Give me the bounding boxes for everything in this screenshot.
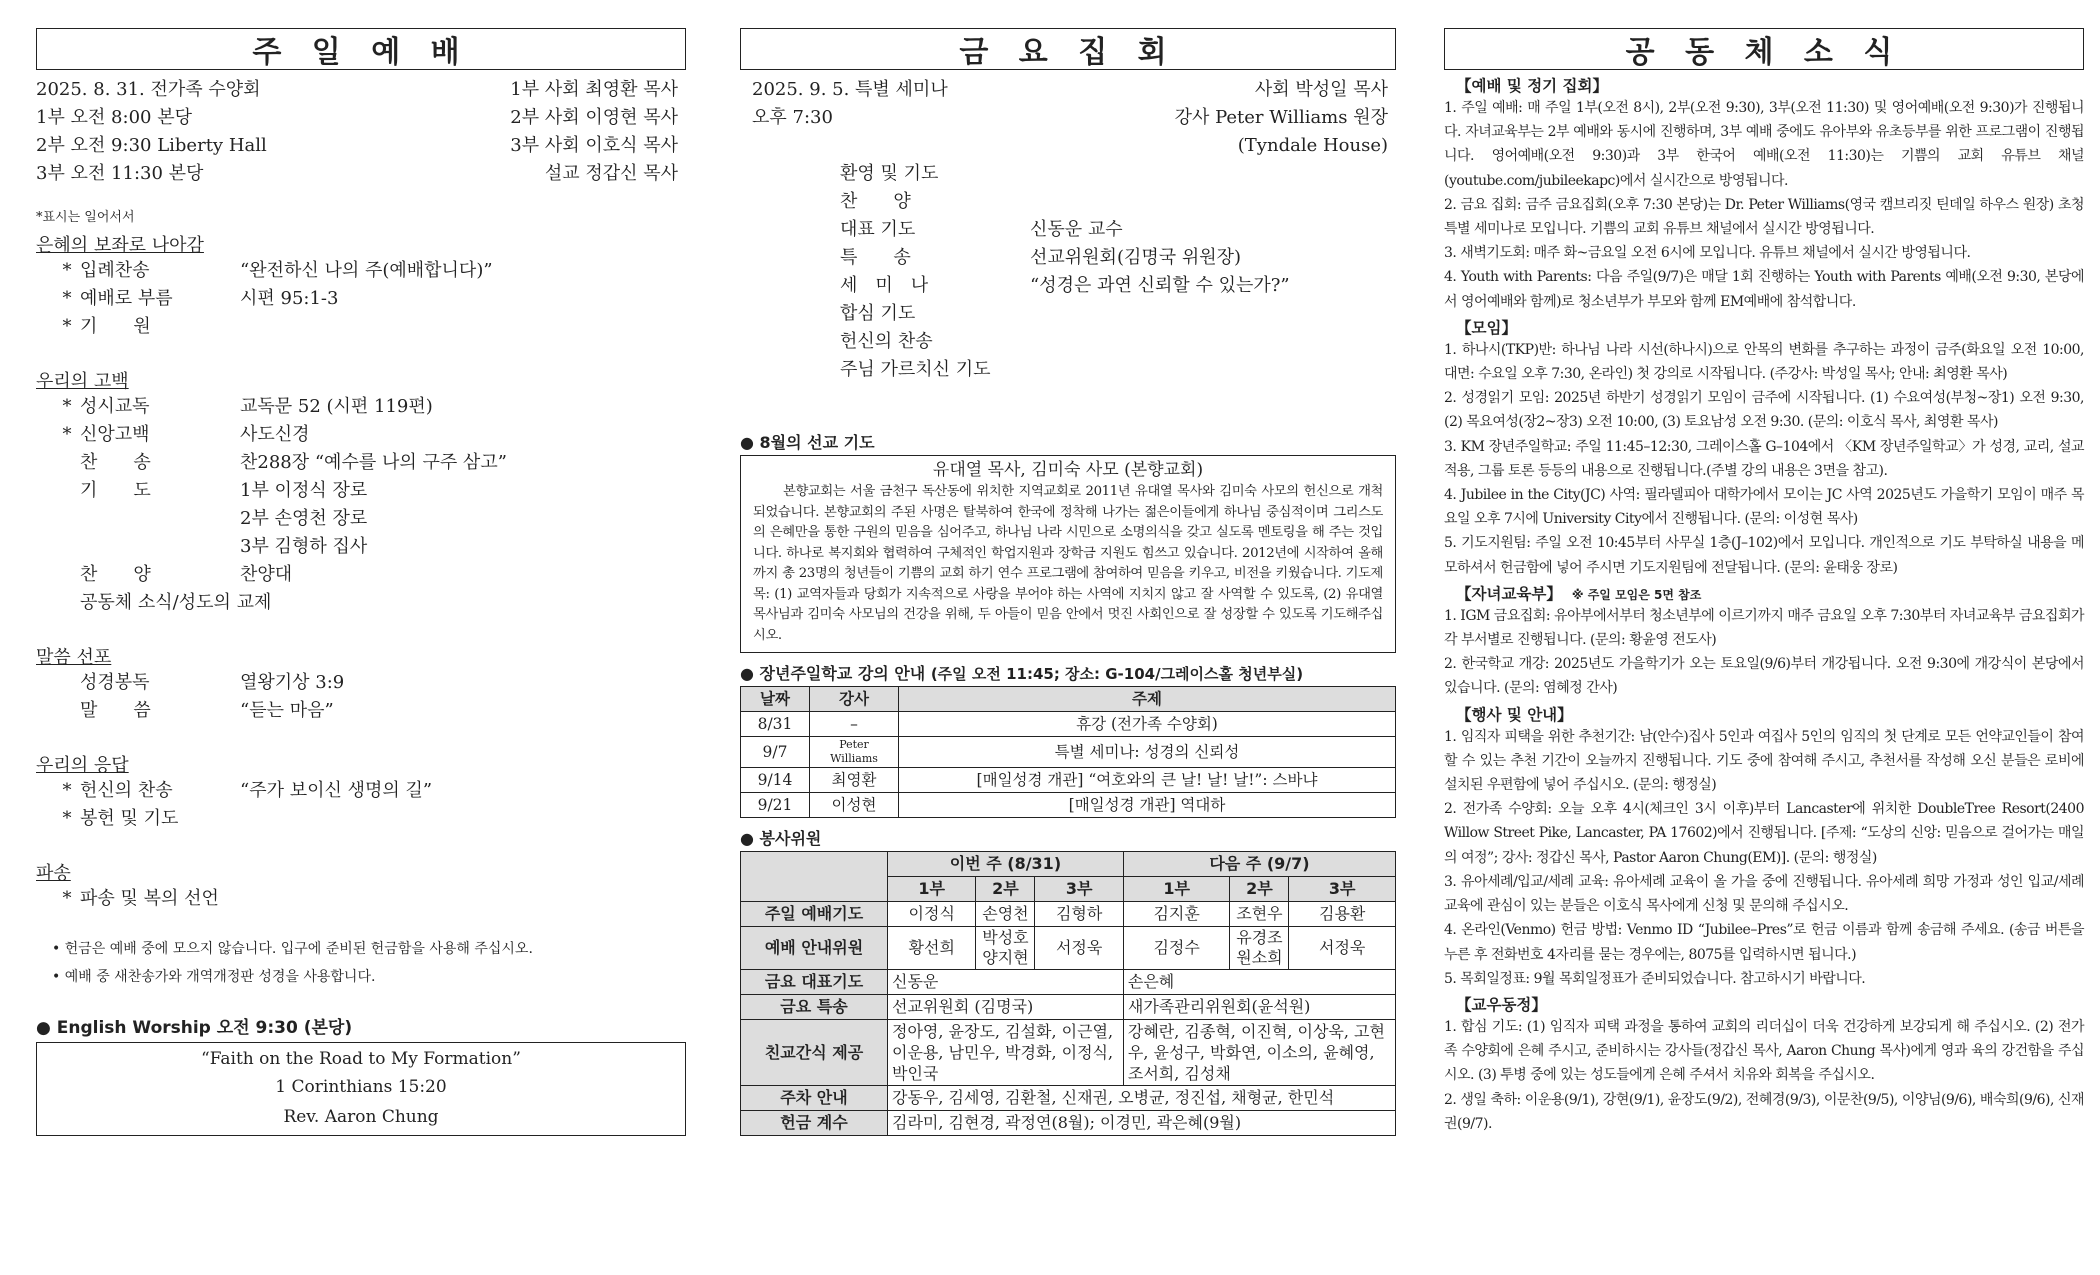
news-section-label: 【행사 및 안내】	[1456, 705, 1573, 724]
stand-marker	[54, 477, 80, 505]
liturgy-item-name: 기 도	[80, 480, 151, 501]
liturgy-item-name: 대표 기도	[840, 219, 916, 240]
liturgy-item	[36, 421, 686, 449]
note: • 예배 중 새찬송가와 개역개정판 성경을 사용합니다.	[52, 969, 376, 985]
cell: Peter Williams	[810, 737, 899, 768]
liturgy-item-name: 성경봉독	[80, 672, 150, 693]
liturgy-item-name: 입례찬송	[80, 260, 150, 281]
liturgy-item-name: 찬 양	[80, 564, 151, 585]
stand-marker: *	[62, 888, 72, 909]
this-week-header: 이번 주 (8/31)	[888, 852, 1124, 877]
liturgy-item	[840, 272, 1396, 300]
liturgy-item-value: 열왕기상 3:9	[240, 672, 345, 693]
table-row	[741, 970, 1396, 995]
cell: 김용환	[1289, 902, 1396, 927]
stand-marker: *	[62, 808, 72, 829]
liturgy-item	[36, 669, 686, 697]
worship-notes	[36, 935, 686, 991]
stand-marker	[54, 449, 80, 477]
adult-school-heading-main: ● 장년주일학교 강의 안내	[740, 664, 926, 683]
community-news-body	[1444, 74, 2084, 1136]
mission-prayer-heading: ● 8월의 선교 기도	[740, 433, 875, 452]
news-section-title	[1456, 993, 2084, 1015]
friday-meeting-column	[740, 28, 1396, 1136]
adult-school-rows	[741, 712, 1396, 818]
row-label: 예배 안내위원	[741, 927, 888, 970]
cell: 김지훈	[1123, 902, 1230, 927]
news-section-title	[1456, 74, 2084, 96]
news-item: 1. IGM 금요집회: 유아부에서부터 청소년부에 이르기까지 매주 금요일 오후 7:30부터 자녀교육부 금요집회가 각 부서별로 진행됩니다. (문의: 황윤영 전도사)	[1444, 607, 2084, 649]
news-item: 1. 주일 예배: 매 주일 1부(오전 8시), 2부(오전 9:30), 3부(오전 11:30) 및 영어예배(오전 9:30)가 진행됩니다. 자녀교육부는 2부 예배와 동시에 진행하며, 3부 예배 중에도 유아부와 유초등부를 위한 프로그램이 진행됩니다. 영어예배(오전 9:30)과 3부 한국어 예배(오전 11:30)는 기쁨의 교회 유튜브 채널(youtube.com/jubileekapc)에서 실시간으로 방영됩니다.	[1444, 100, 2084, 189]
news-item: 4. Youth with Parents: 다음 주일(9/7)은 매달 1회 진행하는 Youth with Parents 예배(오전 9:30, 본당에서 영어예배와 함께)로 청소년부가 부모와 함께 EM예배에 참석합니다.	[1444, 269, 2084, 310]
liturgy-item	[840, 188, 1396, 216]
news-item: 1. 하나시(TKP)반: 하나님 나라 시선(하나시)으로 안목의 변화를 추구하는 과정이 금주(화요일 오전 10:00, 대면: 수요일 오후 7:30, 온라인) 첫 강의로 시작됩니다. (주강사: 박성일 목사; 안내: 최영환 목사)	[1444, 341, 2084, 383]
cell: 9/14	[741, 768, 810, 793]
news-item: 2. 성경읽기 모임: 2025년 하반기 성경읽기 모임이 금주에 시작됩니다. (1) 수요여성(부청~장1) 오전 9:30, (2) 목요여성(장2~장3) 오전 10:00, (3) 토요남성 오전 9:30. (문의: 이호식 목사, 최영환 목사)	[1444, 390, 2084, 431]
liturgy-item-value: 신동운 교수	[1030, 219, 1123, 240]
news-section-label: 【모임】	[1456, 318, 1517, 337]
liturgy-item-name	[80, 505, 240, 533]
liturgy-item-name: 기 원	[80, 316, 151, 337]
cell: 특별 세미나: 성경의 신뢰성	[899, 737, 1396, 768]
liturgy-item-name: 말 씀	[80, 700, 151, 721]
table-row	[741, 768, 1396, 793]
stand-marker	[54, 561, 80, 589]
table-row	[741, 737, 1396, 768]
news-item: 5. 기도지원팀: 주일 오전 10:45부터 사무실 1층(J–102)에서 모입니다. 개인적으로 기도 부탁하실 내용을 메모하셔서 헌금함에 넣어 주시면 기도지원팀에 전달됩니다. (문의: 윤태웅 장로)	[1444, 535, 2084, 576]
liturgy-item-value: 2부 손영천 장로	[240, 508, 368, 529]
cell: 황선희	[888, 927, 976, 970]
volunteers-heading: ● 봉사위원	[740, 829, 822, 848]
next-week-header: 다음 주 (9/7)	[1123, 852, 1395, 877]
liturgy-item-value: 찬양대	[240, 564, 293, 585]
liturgy-item	[840, 160, 1396, 188]
liturgy-item	[840, 300, 1396, 328]
liturgy-item	[36, 561, 686, 589]
news-section-title	[1456, 703, 2084, 725]
liturgy-section-title: 우리의 응답	[36, 755, 129, 776]
liturgy-section-title: 은혜의 보좌로 나아감	[36, 235, 204, 256]
friday-time: 오후 7:30	[752, 107, 833, 128]
service-date: 2025. 8. 31. 전가족 수양회	[36, 79, 261, 100]
cell: 새가족관리위원회(윤석원)	[1123, 995, 1395, 1020]
liturgy-item	[36, 533, 686, 561]
cell: 신동운	[888, 970, 1124, 995]
liturgy-item-value: 사도신경	[240, 424, 310, 445]
liturgy-item-value: 선교위원회(김명국 위원장)	[1030, 247, 1242, 268]
stand-marker: *	[62, 396, 72, 417]
liturgy-item-name: 합심 기도	[840, 303, 916, 324]
table-header-row	[741, 687, 1396, 712]
liturgy-item-name: 세 미 나	[840, 275, 929, 296]
col-header: 날짜	[741, 687, 810, 712]
row-label: 친교간식 제공	[741, 1020, 888, 1086]
leader: 설교 정갑신 목사	[544, 163, 678, 184]
news-item: 2. 한국학교 개강: 2025년도 가을학기가 오는 토요일(9/6)부터 개강됩니다. 오전 9:30에 개강식이 본당에서 있습니다. (문의: 염혜정 간사)	[1444, 656, 2084, 697]
news-section-note: ※ 주일 모임은 5면 참조	[1571, 587, 1702, 602]
part-header: 1부	[888, 877, 976, 902]
liturgy-item	[840, 356, 1396, 384]
friday-speaker-org: (Tyndale House)	[1237, 135, 1388, 156]
stand-marker: *	[62, 780, 72, 801]
adult-school-table	[740, 686, 1396, 818]
stand-marker	[54, 697, 80, 725]
liturgy-item	[36, 449, 686, 477]
stand-marker	[54, 505, 80, 533]
service-leaders	[510, 76, 686, 188]
news-item: 4. 온라인(Venmo) 헌금 방법: Venmo ID “Jubilee–Pres”로 헌금 이름과 함께 송금해 주세요. (송금 버튼을 누른 후 전화번호 4자리를 묻는 경우에는, 8075를 입력하시면 됩니다.)	[1444, 922, 2084, 963]
cell: 손영천	[976, 902, 1035, 927]
news-item: 5. 목회일정표: 9월 목회일정표가 준비되었습니다. 참고하시기 바랍니다.	[1444, 970, 1866, 987]
liturgy-item	[840, 328, 1396, 356]
table-header-row	[741, 852, 1396, 877]
corner-cell	[741, 852, 888, 902]
news-item: 3. 유아세례/입교/세례 교육: 유아세례 교육이 올 가을 중에 진행됩니다. 유아세례 희망 가정과 성인 입교/세례 교육에 관심이 있는 분들은 이호식 목사에게 신청 및 문의해 주십시오.	[1444, 873, 2084, 915]
liturgy-item-name: 성시교독	[80, 396, 150, 417]
table-row	[741, 1020, 1396, 1086]
news-item: 2. 전가족 수양회: 오늘 오후 4시(체크인 3시 이후)부터 Lancaster에 위치한 DoubleTree Resort(2400 Willow Street Pike, Lancaster, PA 17602)에서 진행됩니다. [주제: “도상의 신앙: 믿음으로 걸어가는 매일의 여정”; 강사: 정갑신 목사, Pastor Aaron Chung(EM)]. (문의: 행정실)	[1444, 801, 2084, 866]
news-section-title	[1456, 582, 2084, 604]
liturgy-item-name: 헌신의 찬송	[840, 331, 933, 352]
sunday-worship-title: 주 일 예 배	[36, 28, 686, 70]
adult-school-heading-sub: (주일 오전 11:45; 장소: G-104/그레이스홀 청년부실)	[930, 665, 1304, 683]
part-header: 2부	[976, 877, 1035, 902]
mission-body: 본향교회는 서울 금천구 독산동에 위치한 지역교회로 2011년 유대열 목사와 김미숙 사모의 헌신으로 개척되었습니다. 본향교회의 주된 사명은 탈북하여 한국에 정착해 나가는 젊은이들에게 하나님 중심적이며 그리스도의 은혜만을 통한 구원의 믿음을 심어주고, 하나님 나라 시민으로 소명의식을 갖고 실도록 멘토링을 해 주는 것입니다. 하나로 복지회와 협력하여 구체적인 학업지원과 장학금 지원도 힘쓰고 있습니다. 2012년에 시작하여 올해까지 총 23명의 청년들이 기쁨의 교회 하기 연수 프로그램에 참여하여 믿음을 키우고, 비전을 키웠습니다. 기도제목: (1) 교역자들과 당회가 지속적으로 사랑을 부어야 하는 사역에 지치지 않고 잘 사역할 수 있도록, (2) 유대열 목사님과 김미숙 사모님의 건강을 위해, 두 아들이 믿음 안에서 멋진 사회인으로 잘 성장할 수 있도록 기도해주십시오.	[753, 484, 1383, 643]
liturgy-item	[840, 216, 1396, 244]
cell: 김정수	[1123, 927, 1230, 970]
cell: 서정욱	[1289, 927, 1396, 970]
row-label: 주일 예배기도	[741, 902, 888, 927]
liturgy-item-name: 찬 양	[840, 191, 911, 212]
liturgy-item-value: 교독문 52 (시편 119편)	[240, 396, 433, 417]
cell: 강동우, 김세영, 김환철, 신재권, 오병균, 정진섭, 채형균, 한민석	[888, 1086, 1396, 1111]
cell: 정아영, 윤장도, 김설화, 이근열, 이운용, 남민우, 박경화, 이정식, 박인국	[888, 1020, 1124, 1086]
table-row	[741, 927, 1396, 970]
friday-leaders	[1175, 76, 1388, 160]
cell: [매일성경 개관] 역대하	[899, 793, 1396, 818]
english-sermon-title: “Faith on the Road to My Formation”	[201, 1049, 521, 1069]
cell: 강혜란, 김종혁, 이진혁, 이상욱, 고현우, 윤성구, 박화연, 이소의, 윤혜영, 조서희, 김성채	[1123, 1020, 1395, 1086]
cell: 서정욱	[1035, 927, 1123, 970]
cell: 손은혜	[1123, 970, 1395, 995]
table-row	[741, 712, 1396, 737]
liturgy-item-name: 신앙고백	[80, 424, 150, 445]
service-info	[36, 76, 686, 188]
row-label: 헌금 계수	[741, 1111, 888, 1136]
english-worship-heading: ● English Worship 오전 9:30 (본당)	[36, 1018, 353, 1038]
liturgy-item-value: “듣는 마음”	[240, 700, 334, 721]
part-header: 3부	[1035, 877, 1123, 902]
news-item: 2. 금요 집회: 금주 금요집회(오후 7:30 본당)는 Dr. Peter Williams(영국 캠브리짓 틴데일 하우스 원장) 초청 특별 세미나로 모입니다. 기쁨의 교회 유튜브 채널에서 실시간 방영됩니다.	[1444, 196, 2084, 238]
cell: [매일성경 개관] “여호와의 큰 날! 날! 날!”: 스바냐	[899, 768, 1396, 793]
col-header: 강사	[810, 687, 899, 712]
news-item: 4. Jubilee in the City(JC) 사역: 필라델피아 대학가에서 모이는 JC 사역 2025년도 가을학기 모임이 매주 목요일 오후 7시에 University City에서 진행됩니다. (문의: 이성현 목사)	[1444, 487, 2084, 528]
liturgy-item-name: 헌신의 찬송	[80, 780, 173, 801]
cell: 조현우	[1230, 902, 1289, 927]
liturgy-item-value: “주가 보이신 생명의 길”	[240, 780, 433, 801]
cell: 김라미, 김현경, 곽정연(8월); 이경민, 곽은혜(9월)	[888, 1111, 1396, 1136]
friday-host: 사회 박성일 목사	[1254, 79, 1388, 100]
table-row	[741, 995, 1396, 1020]
part-header: 2부	[1230, 877, 1289, 902]
liturgy-item	[36, 777, 686, 805]
service-time: 2부 오전 9:30 Liberty Hall	[36, 135, 267, 156]
liturgy-item	[36, 589, 686, 617]
liturgy-item-value: 시편 95:1-3	[240, 288, 339, 309]
liturgy-item-name: 주님 가르치신 기도	[840, 359, 991, 380]
cell: 이성현	[810, 793, 899, 818]
cell: 김형하	[1035, 902, 1123, 927]
part-header: 3부	[1289, 877, 1396, 902]
col-header: 주제	[899, 687, 1396, 712]
english-worship-box	[36, 1042, 686, 1136]
liturgy-item-value: 찬288장 “예수를 나의 구주 삼고”	[240, 452, 507, 473]
stand-note: *표시는 일어서서	[36, 210, 135, 225]
table-row	[741, 1111, 1396, 1136]
news-item: 1. 임직자 피택을 위한 추천기간: 남(안수)집사 5인과 여집사 5인의 임직의 첫 단계로 모든 언약교인들이 참여할 수 있는 추천 기간이 오늘까지 진행됩니다. 기도 중에 참여해 주시고, 추천서를 작성해 오신 분들은 로비에 설치된 우편함에 넣어 주십시오. (문의: 행정실)	[1444, 728, 2084, 794]
cell: 8/31	[741, 712, 810, 737]
liturgy-section-title: 파송	[36, 863, 71, 884]
liturgy-item	[36, 285, 686, 313]
liturgy-item-name: 공동체 소식/성도의 교제	[80, 592, 272, 613]
news-section-label: 【자녀교육부】	[1456, 584, 1562, 603]
liturgy-item	[36, 505, 686, 533]
row-label: 주차 안내	[741, 1086, 888, 1111]
cell: –	[810, 712, 899, 737]
news-item: 3. KM 장년주일학교: 주일 11:45–12:30, 그레이스홀 G–104에서 〈KM 장년주일학교〉가 성경, 교리, 설교 적용, 그룹 토론 등등의 내용으로 진행됩니다.(주별 강의 내용은 3면을 참고).	[1444, 438, 2084, 479]
cell: 선교위원회 (김명국)	[888, 995, 1124, 1020]
english-speaker: Rev. Aaron Chung	[283, 1107, 439, 1127]
liturgy-item	[36, 393, 686, 421]
row-label: 금요 대표기도	[741, 970, 888, 995]
leader: 1부 사회 최영환 목사	[510, 79, 678, 100]
liturgy-item-name	[80, 533, 240, 561]
friday-speaker: 강사 Peter Williams 원장	[1174, 107, 1388, 128]
row-label: 금요 특송	[741, 995, 888, 1020]
friday-liturgy	[740, 160, 1396, 384]
friday-info	[740, 76, 1396, 160]
cell: 휴강 (전가족 수양회)	[899, 712, 1396, 737]
stand-marker: *	[62, 316, 72, 337]
leader: 3부 사회 이호식 목사	[510, 135, 678, 156]
stand-marker	[54, 589, 80, 617]
cell: 9/21	[741, 793, 810, 818]
stand-marker: *	[62, 424, 72, 445]
cell: 9/7	[741, 737, 810, 768]
community-news-title: 공 동 체 소 식	[1444, 28, 2084, 70]
volunteers-table	[740, 851, 1396, 1136]
liturgy-section-title: 우리의 고백	[36, 371, 129, 392]
news-item: 2. 생일 축하: 이운용(9/1), 강현(9/1), 윤장도(9/2), 전혜경(9/3), 이문찬(9/5), 이양님(9/6), 배숙희(9/6), 신재권(9/7).	[1444, 1091, 2084, 1132]
liturgy-item	[840, 244, 1396, 272]
liturgy-item-name: 환영 및 기도	[840, 163, 939, 184]
cell: 최영환	[810, 768, 899, 793]
news-item: 3. 새벽기도회: 매주 화~금요일 오전 6시에 모입니다. 유튜브 채널에서 실시간 방영됩니다.	[1444, 245, 1971, 262]
sunday-worship-column	[36, 28, 686, 1136]
table-row	[741, 793, 1396, 818]
liturgy-item-name: 파송 및 복의 선언	[80, 888, 219, 909]
liturgy-item-value: 3부 김형하 집사	[240, 536, 368, 557]
stand-marker	[54, 533, 80, 561]
liturgy-item-name: 특 송	[840, 247, 911, 268]
mission-subtitle: 유대열 목사, 김미숙 사모 (본향교회)	[932, 460, 1204, 480]
note: • 헌금은 예배 중에 모으지 않습니다. 입구에 준비된 헌금함을 사용해 주십시오.	[52, 941, 533, 957]
mission-prayer-box	[740, 455, 1396, 653]
service-times	[36, 76, 267, 188]
stand-marker	[54, 669, 80, 697]
liturgy-item-name: 예배로 부름	[80, 288, 173, 309]
cell: 유경조 원소희	[1230, 927, 1289, 970]
liturgy-item-name: 봉헌 및 기도	[80, 808, 179, 829]
liturgy-item	[36, 257, 686, 285]
liturgy-item-value: “성경은 과연 신뢰할 수 있는가?”	[1030, 275, 1290, 296]
community-news-column	[1444, 28, 2084, 1136]
service-time: 1부 오전 8:00 본당	[36, 107, 192, 128]
news-section-label: 【예배 및 정기 집회】	[1456, 77, 1609, 95]
liturgy-item	[36, 805, 686, 833]
stand-marker: *	[62, 260, 72, 281]
news-section-label: 【교우동정】	[1456, 995, 1547, 1014]
liturgy-item	[36, 477, 686, 505]
liturgy-item	[36, 313, 686, 341]
friday-date-block	[752, 76, 948, 160]
liturgy-item	[36, 697, 686, 725]
friday-meeting-title: 금 요 집 회	[740, 28, 1396, 70]
order-of-worship	[36, 231, 686, 913]
adult-school-heading	[740, 661, 1396, 684]
liturgy-section-title: 말씀 선포	[36, 647, 112, 668]
liturgy-item	[36, 885, 686, 913]
english-verse: 1 Corinthians 15:20	[275, 1077, 447, 1097]
leader: 2부 사회 이영현 목사	[510, 107, 678, 128]
stand-marker: *	[62, 288, 72, 309]
liturgy-item-name: 찬 송	[80, 452, 151, 473]
service-time: 3부 오전 11:30 본당	[36, 163, 204, 184]
part-header: 1부	[1123, 877, 1230, 902]
friday-date: 2025. 9. 5. 특별 세미나	[752, 79, 948, 100]
table-row	[741, 1086, 1396, 1111]
news-section-title	[1456, 316, 2084, 338]
table-row	[741, 902, 1396, 927]
news-item: 1. 합심 기도: (1) 임직자 피택 과정을 통하여 교회의 리더십이 더욱 건강하게 보강되게 해 주십시오. (2) 전가족 수양회에 은혜 주시고, 준비하시는 강사들(정갑신 목사, Aaron Chung 목사)에게 영과 육의 강건함을 주십시오. (3) 투병 중에 있는 성도들에게 은혜 주셔서 치유와 회복을 주십시오.	[1444, 1018, 2084, 1084]
liturgy-item-value: 1부 이정식 장로	[240, 480, 368, 501]
cell: 이정식	[888, 902, 976, 927]
liturgy-item-value: “완전하신 나의 주(예배합니다)”	[240, 260, 493, 281]
cell: 박성호 양지현	[976, 927, 1035, 970]
